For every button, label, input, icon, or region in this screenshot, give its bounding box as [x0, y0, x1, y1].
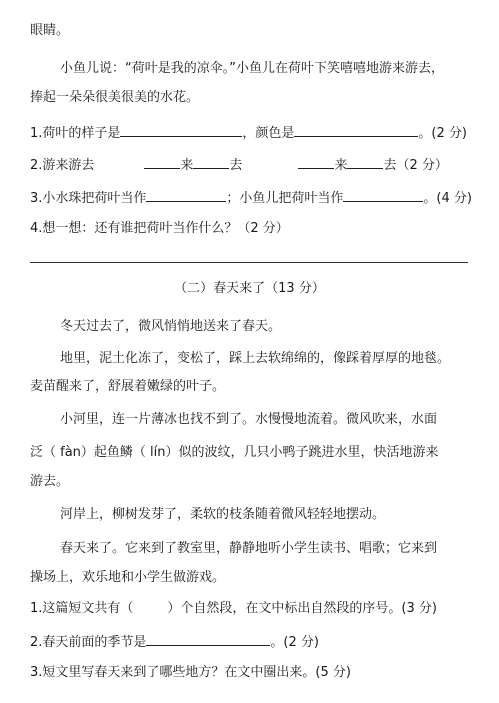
question-text: 来 — [180, 158, 194, 173]
answer-blank[interactable] — [343, 188, 423, 202]
question-2 — [30, 632, 319, 652]
question-text: ，颜色是 — [242, 126, 295, 141]
answer-blank[interactable] — [347, 155, 383, 169]
question-text: 2.游来游去 — [30, 158, 95, 173]
question-text: ）个自然段，在文中标出自然段的序号。(3 分) — [167, 601, 437, 616]
section-divider — [30, 262, 468, 263]
question-text: 。(2 分) — [270, 635, 319, 650]
question-text: 去 — [229, 158, 243, 173]
question-3: 3.短文里写春天来到了哪些地方？在文中圈出来。(5 分) — [30, 665, 351, 680]
paragraph-line: 冬天过去了，微风悄悄地送来了春天。 — [60, 319, 282, 334]
paragraph-line: 麦苗醒来了，舒展着嫩绿的叶子。 — [30, 379, 226, 394]
paragraph-line: 春天来了。它来到了教室里，静静地听小学生读书、唱歌；它来到 — [60, 541, 438, 556]
paragraph-line: 游去。 — [30, 474, 70, 489]
answer-blank[interactable] — [193, 155, 229, 169]
paragraph-line: 河岸上，柳树发芽了，柔软的枝条随着微风轻轻地摆动。 — [60, 507, 386, 522]
question-text: 2.春天前面的季节是 — [30, 635, 147, 650]
question-4: 4.想一想：还有谁把荷叶当作什么？（2 分） — [30, 221, 289, 236]
question-text: 1.这篇短文共有（ — [30, 601, 134, 616]
paragraph-line: 地里，泥土化冻了，变松了，踩上去软绵绵的，像踩着厚厚的地毯。 — [60, 351, 451, 366]
answer-blank[interactable] — [144, 155, 180, 169]
question-text: 3.小水珠把荷叶当作 — [30, 191, 147, 206]
paragraph-line: 操场上，欢乐地和小学生做游戏。 — [30, 570, 226, 585]
question-text: 来 — [334, 158, 348, 173]
paragraph-line: 泛（ fàn）起鱼鳞（ lín）似的波纹，几只小鸭子跳进水里，快活地游来 — [30, 445, 439, 460]
question-2 — [30, 155, 448, 175]
question-text: 。(4 分) — [423, 191, 472, 206]
question-text: ；小鱼儿把荷叶当作 — [226, 191, 344, 206]
answer-blank[interactable] — [146, 188, 226, 202]
answer-blank[interactable] — [298, 155, 334, 169]
question-3 — [30, 188, 472, 208]
question-text: 去（2 分） — [383, 158, 448, 173]
question-1 — [30, 123, 467, 143]
paragraph-line: 小河里，连一片薄冰也找不到了。水慢慢地流着。微风吹来，水面 — [60, 412, 438, 427]
answer-blank[interactable] — [146, 632, 270, 646]
text-line: 眼睛。 — [30, 23, 70, 38]
answer-blank[interactable] — [294, 123, 418, 137]
paragraph-line: 小鱼儿说：“荷叶是我的凉伞。”小鱼儿在荷叶下笑嘻嘻地游来游去， — [60, 61, 444, 76]
paragraph-line: 捧起一朵朵很美很美的水花。 — [30, 90, 200, 105]
question-1 — [30, 600, 437, 618]
question-text: 。(2 分) — [418, 126, 467, 141]
section-title: （二）春天来了（13 分） — [174, 281, 325, 296]
question-text: 1.荷叶的样子是 — [30, 126, 121, 141]
answer-blank[interactable] — [120, 123, 242, 137]
